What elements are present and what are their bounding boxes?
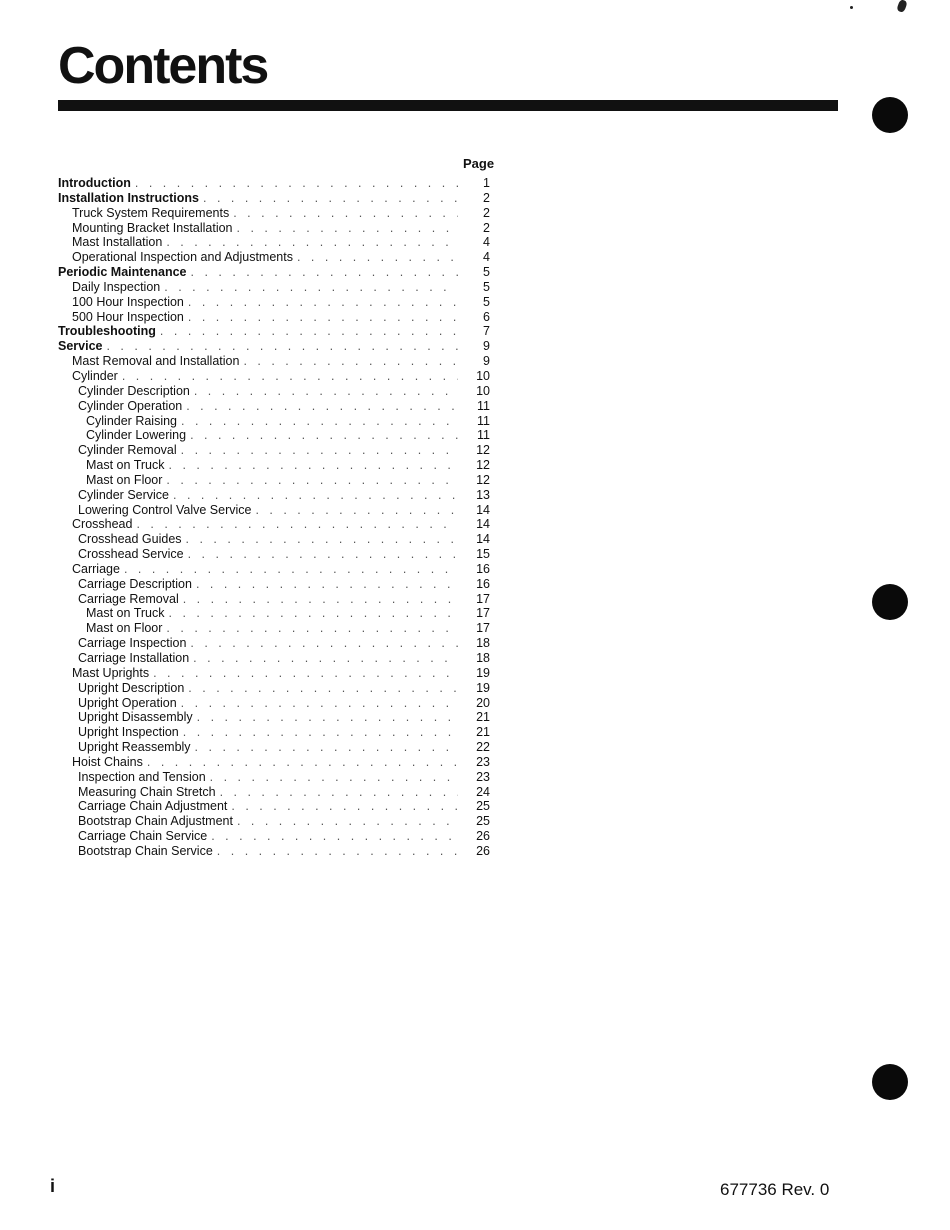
dot-leader — [188, 310, 458, 325]
toc-entry-title: Operational Inspection and Adjustments — [72, 250, 293, 265]
dot-leader — [181, 414, 458, 429]
toc-entry — [58, 621, 490, 636]
toc-entry — [58, 532, 490, 547]
toc-entry — [58, 250, 490, 265]
toc-entry-title: Mast on Floor — [86, 621, 163, 636]
toc-entry-title: Carriage Inspection — [78, 636, 187, 651]
toc-entry-page: 9 — [483, 339, 490, 354]
toc-entry — [58, 399, 490, 414]
toc-entry — [58, 221, 490, 236]
toc-entry-page: 19 — [476, 665, 490, 680]
toc-entry — [58, 606, 490, 621]
toc-entry-page: 16 — [476, 576, 490, 591]
dot-leader — [196, 577, 458, 592]
toc-entry — [58, 577, 490, 592]
toc-entry-title: Carriage Description — [78, 576, 192, 591]
dot-leader — [181, 443, 458, 458]
toc-entry-title: Cylinder Operation — [78, 398, 183, 413]
toc-entry-title: Carriage Removal — [78, 591, 179, 606]
toc-entry-title: Truck System Requirements — [72, 205, 230, 220]
toc-entry-title: Cylinder Lowering — [86, 428, 187, 443]
dot-leader — [255, 503, 458, 518]
table-of-contents — [58, 176, 490, 859]
toc-entry-title: Upright Disassembly — [78, 710, 193, 725]
dot-leader — [194, 384, 458, 399]
toc-entry — [58, 666, 490, 681]
toc-entry-title: Upright Operation — [78, 695, 177, 710]
toc-entry — [58, 473, 490, 488]
toc-entry-page: 22 — [476, 740, 490, 755]
toc-entry-title: Cylinder Raising — [86, 413, 178, 428]
dot-leader — [160, 324, 458, 339]
toc-entry — [58, 414, 490, 429]
toc-entry-page: 1 — [483, 176, 490, 190]
dot-leader — [169, 458, 459, 473]
toc-entry — [58, 354, 490, 369]
dot-leader — [169, 606, 459, 621]
toc-entry-page: 2 — [483, 205, 490, 220]
toc-entry — [58, 785, 490, 800]
toc-entry — [58, 710, 490, 725]
toc-entry-page: 11 — [477, 398, 490, 413]
toc-entry — [58, 191, 490, 206]
dot-leader — [166, 235, 458, 250]
toc-entry — [58, 265, 490, 280]
dot-leader — [297, 250, 458, 265]
toc-entry-title: Cylinder Removal — [78, 443, 177, 458]
toc-entry-title: Mast Installation — [72, 235, 163, 250]
dot-leader — [147, 755, 458, 770]
toc-entry-page: 18 — [476, 636, 490, 651]
toc-entry-page: 14 — [476, 532, 490, 547]
toc-entry-page: 4 — [483, 235, 490, 250]
dot-leader — [237, 221, 458, 236]
toc-entry-title: Carriage Installation — [78, 651, 190, 665]
toc-entry-page: 2 — [483, 220, 490, 235]
dot-leader — [122, 369, 458, 384]
toc-entry-title: Carriage Chain Service — [78, 829, 208, 844]
toc-entry — [58, 770, 490, 785]
toc-entry-title: Mast on Truck — [86, 458, 165, 473]
toc-entry-title: Service — [58, 339, 103, 354]
toc-entry-title: Crosshead Service — [78, 547, 184, 562]
toc-entry — [58, 517, 490, 532]
dot-leader — [186, 399, 458, 414]
toc-entry-title: Periodic Maintenance — [58, 265, 187, 280]
toc-entry-page: 23 — [476, 754, 490, 769]
toc-entry — [58, 176, 490, 191]
toc-entry-title: Carriage — [72, 561, 120, 576]
dot-leader — [186, 532, 458, 547]
toc-entry — [58, 651, 490, 666]
toc-entry-title: Cylinder — [72, 368, 118, 383]
toc-entry-page: 7 — [483, 324, 490, 339]
toc-entry — [58, 592, 490, 607]
dot-leader — [233, 206, 458, 221]
dot-leader — [237, 814, 458, 829]
toc-entry-page: 4 — [483, 250, 490, 265]
toc-entry — [58, 681, 490, 696]
toc-entry-page: 23 — [476, 769, 490, 784]
toc-entry — [58, 740, 490, 755]
dot-leader — [190, 428, 458, 443]
footer-page-number: i — [50, 1176, 56, 1196]
toc-entry — [58, 384, 490, 399]
toc-entry-page: 25 — [476, 799, 490, 814]
toc-entry-title: Crosshead — [72, 517, 133, 532]
toc-entry-page: 18 — [476, 651, 490, 665]
toc-entry-page: 14 — [476, 502, 490, 517]
toc-entry-title: Inspection and Tension — [78, 769, 206, 784]
toc-entry-title: Upright Reassembly — [78, 740, 191, 755]
toc-entry-page: 11 — [477, 413, 490, 428]
toc-entry-title: Upright Description — [78, 680, 185, 695]
dot-leader — [191, 265, 458, 280]
footer-doc-number: 677736 Rev. 0 — [720, 1180, 830, 1199]
dot-leader — [135, 176, 458, 191]
dot-leader — [220, 785, 458, 800]
dot-leader — [166, 621, 458, 636]
dot-leader — [181, 696, 458, 711]
toc-entry-title: 500 Hour Inspection — [72, 309, 184, 324]
binder-hole — [872, 1064, 908, 1100]
toc-entry-page: 17 — [476, 591, 490, 606]
dot-leader — [136, 517, 458, 532]
dot-leader — [106, 339, 458, 354]
toc-entry-title: Carriage Chain Adjustment — [78, 799, 228, 814]
toc-entry — [58, 814, 490, 829]
title-rule — [58, 100, 838, 111]
toc-entry-page: 11 — [477, 428, 490, 443]
toc-entry — [58, 324, 490, 339]
toc-entry-page: 19 — [476, 680, 490, 695]
toc-entry-title: Mast on Floor — [86, 472, 163, 487]
dot-leader — [188, 295, 458, 310]
toc-entry-page: 12 — [476, 458, 490, 473]
toc-entry — [58, 636, 490, 651]
dot-leader — [188, 681, 458, 696]
toc-entry — [58, 562, 490, 577]
toc-entry-page: 5 — [483, 294, 490, 309]
toc-entry-page: 21 — [476, 725, 490, 740]
toc-entry-page: 6 — [483, 309, 490, 324]
toc-entry-page: 17 — [476, 606, 490, 621]
toc-entry-page: 10 — [476, 383, 490, 398]
toc-entry — [58, 503, 490, 518]
binder-hole — [872, 97, 908, 133]
toc-entry — [58, 829, 490, 844]
toc-entry-page: 2 — [483, 190, 490, 205]
toc-entry — [58, 280, 490, 295]
dot-leader — [231, 799, 458, 814]
toc-entry-page: 5 — [483, 279, 490, 294]
toc-entry-title: Introduction — [58, 176, 131, 190]
toc-entry-page: 26 — [476, 843, 490, 858]
toc-entry-title: Daily Inspection — [72, 279, 161, 294]
toc-entry — [58, 310, 490, 325]
dot-leader — [217, 844, 458, 859]
toc-entry — [58, 799, 490, 814]
toc-entry — [58, 235, 490, 250]
binder-hole — [872, 584, 908, 620]
toc-entry-page: 25 — [476, 814, 490, 829]
toc-entry — [58, 488, 490, 503]
toc-entry-title: Troubleshooting — [58, 324, 156, 339]
toc-entry — [58, 696, 490, 711]
toc-entry-title: Cylinder Service — [78, 487, 170, 502]
page-column-heading: Page — [463, 156, 495, 171]
toc-entry-page: 24 — [476, 784, 490, 799]
toc-entry-title: 100 Hour Inspection — [72, 294, 184, 309]
toc-entry-page: 26 — [476, 829, 490, 844]
dot-leader — [183, 725, 458, 740]
toc-entry — [58, 844, 490, 859]
toc-entry — [58, 443, 490, 458]
toc-entry — [58, 458, 490, 473]
toc-entry-title: Bootstrap Chain Adjustment — [78, 814, 233, 829]
toc-entry-title: Bootstrap Chain Service — [78, 843, 213, 858]
dot-leader — [203, 191, 458, 206]
toc-entry-title: Mounting Bracket Installation — [72, 220, 233, 235]
toc-entry-title: Cylinder Description — [78, 383, 190, 398]
toc-entry-page: 20 — [476, 695, 490, 710]
toc-entry-title: Lowering Control Valve Service — [78, 502, 252, 517]
toc-entry — [58, 339, 490, 354]
toc-entry-page: 12 — [476, 472, 490, 487]
dot-leader — [188, 547, 458, 562]
toc-entry-title: Hoist Chains — [72, 754, 143, 769]
dot-leader — [193, 651, 458, 666]
dot-leader — [124, 562, 458, 577]
toc-entry-page: 15 — [476, 547, 490, 562]
dot-leader — [195, 740, 458, 755]
toc-entry-title: Mast Removal and Installation — [72, 354, 240, 369]
dot-leader — [210, 770, 458, 785]
toc-entry-title: Mast Uprights — [72, 665, 150, 680]
toc-entry-title: Installation Instructions — [58, 190, 199, 205]
scan-speck — [850, 6, 853, 9]
toc-entry — [58, 755, 490, 770]
toc-entry-page: 13 — [476, 487, 490, 502]
dot-leader — [197, 710, 458, 725]
toc-entry — [58, 295, 490, 310]
toc-entry — [58, 369, 490, 384]
toc-entry-page: 10 — [476, 368, 490, 383]
toc-entry-title: Crosshead Guides — [78, 532, 182, 547]
dot-leader — [183, 592, 458, 607]
toc-entry — [58, 725, 490, 740]
dot-leader — [173, 488, 458, 503]
toc-entry-page: 9 — [483, 354, 490, 369]
toc-entry — [58, 547, 490, 562]
toc-entry-title: Mast on Truck — [86, 606, 165, 621]
toc-entry-page: 21 — [476, 710, 490, 725]
toc-entry — [58, 206, 490, 221]
toc-entry-title: Upright Inspection — [78, 725, 179, 740]
toc-entry-page: 16 — [476, 561, 490, 576]
dot-leader — [190, 636, 458, 651]
dot-leader — [164, 280, 458, 295]
dot-leader — [211, 829, 458, 844]
page-title: Contents — [58, 37, 268, 95]
toc-entry — [58, 428, 490, 443]
scan-speck — [896, 0, 908, 13]
toc-entry-title: Measuring Chain Stretch — [78, 784, 216, 799]
toc-entry-page: 12 — [476, 443, 490, 458]
toc-entry-page: 14 — [476, 517, 490, 532]
toc-entry-page: 5 — [483, 265, 490, 280]
dot-leader — [243, 354, 458, 369]
dot-leader — [166, 473, 458, 488]
toc-entry-page: 17 — [476, 621, 490, 636]
dot-leader — [153, 666, 458, 681]
